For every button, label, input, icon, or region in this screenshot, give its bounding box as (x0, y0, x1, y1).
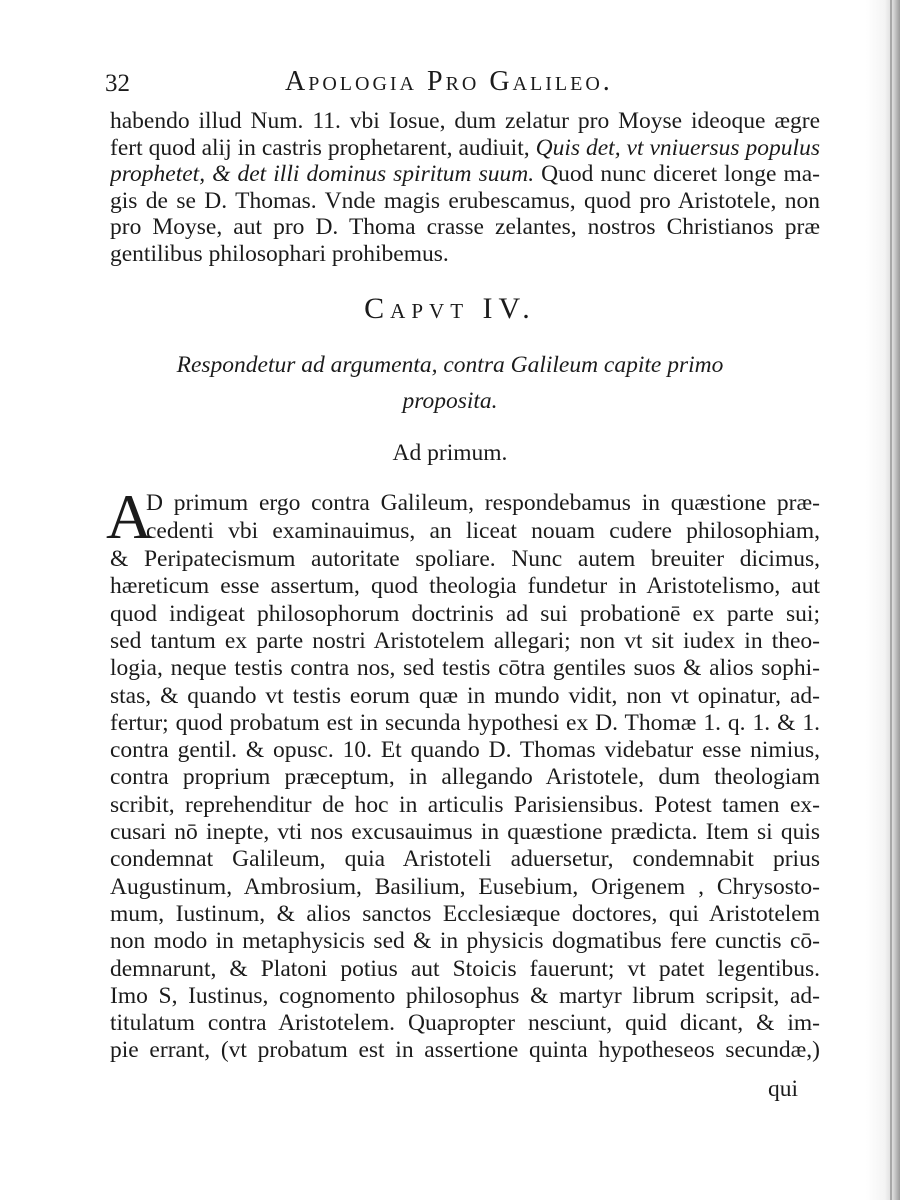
body-line: Augustinum, Ambrosium, Basilium, Eusebium, Origenem , Chrysosto- (110, 873, 820, 900)
intro-line-roman: gis de se D. Thomas. Vnde magis erubescamus, quod pro Aristotele, non (110, 187, 820, 214)
intro-line (110, 108, 820, 135)
intro-line (110, 161, 820, 188)
body-line: quod indigeat philosophorum doctrinis ad sui probationē ex parte sui; (110, 600, 820, 627)
intro-line-roman: gentilibus philosophari prohibemus. (110, 240, 449, 267)
intro-line-roman: fert quod alij in castris prophetarent, audiuit, (110, 134, 536, 161)
intro-line (110, 135, 820, 162)
chapter-heading: Capvt IV. (364, 292, 536, 325)
scan-page-edge-line (890, 0, 892, 1200)
body-line: pie errant, (vt probatum est in assertione quinta hypotheseos secundæ,) (110, 1037, 820, 1064)
body-line: contra proprium præceptum, in allegando Aristotele, dum theologiam (110, 764, 820, 791)
catchword: qui (768, 1076, 799, 1102)
intro-line-roman: habendo illud Num. 11. vbi Iosue, dum zelatur pro Moyse ideoque ægre (110, 108, 820, 134)
body-line: mum, Iustinum, & alios sanctos Ecclesiæque doctores, qui Aristotelem (110, 900, 820, 927)
intro-line-italic: Quis det, vt vniuersus populus (535, 134, 820, 161)
section-heading: Ad primum. (392, 440, 508, 466)
body-line: sed tantum ex parte nostri Aristotelem allegari; non vt sit iudex in theo- (110, 627, 820, 654)
body-line: cusari nō inepte, vti nos excusauimus in quæstione prædicta. Item si quis (110, 819, 820, 845)
body-line: hæreticum esse assertum, quod theologia fundetur in Aristotelismo, aut (110, 573, 820, 600)
body-line: stas, & quando vt testis eorum quæ in mundo vidit, non vt opinatur, ad- (110, 682, 820, 709)
body-line: D primum ergo contra Galileum, respondebamus in quæstione præ- (146, 490, 820, 516)
intro-line-italic: prophetet, & det illi dominus spiritum suum. (110, 161, 535, 187)
page-number: 32 (105, 70, 130, 97)
drop-cap: A (106, 481, 153, 552)
body-line: Imo S, Iustinus, cognomento philosophus & martyr librum scripsit, ad- (110, 982, 820, 1009)
chapter-subtitle-line-2: proposita. (402, 388, 498, 414)
body-line: contra gentil. & opusc. 10. Et quando D. Thomas videbatur esse nimius, (110, 737, 820, 764)
intro-line-roman-after: Quod nunc diceret longe ma- (534, 161, 820, 187)
body-line: logia, neque testis contra nos, sed testis cōtra gentiles suos & alios sophi- (110, 655, 820, 682)
body-line: condemnat Galileum, quia Aristoteli aduersetur, condemnabit prius (110, 846, 820, 873)
intro-line (110, 188, 820, 215)
body-line: & Peripatecismum autoritate spoliare. Nunc autem breuiter dicimus, (110, 546, 820, 572)
running-head: Apologia Pro Galileo. (285, 66, 613, 97)
body-line: titulatum contra Aristotelem. Quapropter nesciunt, quid dicant, & im- (110, 1010, 820, 1037)
intro-line (110, 214, 820, 241)
scan-page-edge (866, 0, 900, 1200)
body-line: scribit, reprehenditur de hoc in articulis Parisiensibus. Potest tamen ex- (110, 791, 820, 818)
chapter-subtitle-line-1: Respondetur ad argumenta, contra Galileum capite primo (176, 352, 724, 378)
intro-line-roman: pro Moyse, aut pro D. Thoma crasse zelantes, nostros Christianos præ (110, 214, 820, 240)
body-line: fertur; quod probatum est in secunda hypothesi ex D. Thomæ 1. q. 1. & 1. (110, 709, 820, 736)
body-line: demnarunt, & Platoni potius aut Stoicis fauerunt; vt patet legentibus. (110, 955, 820, 982)
intro-line (110, 241, 820, 268)
body-line: cedenti vbi examinauimus, an liceat nouam cudere philosophiam, (146, 518, 820, 544)
body-line: non modo in metaphysicis sed & in physicis dogmatibus fere cunctis cō- (110, 928, 820, 955)
